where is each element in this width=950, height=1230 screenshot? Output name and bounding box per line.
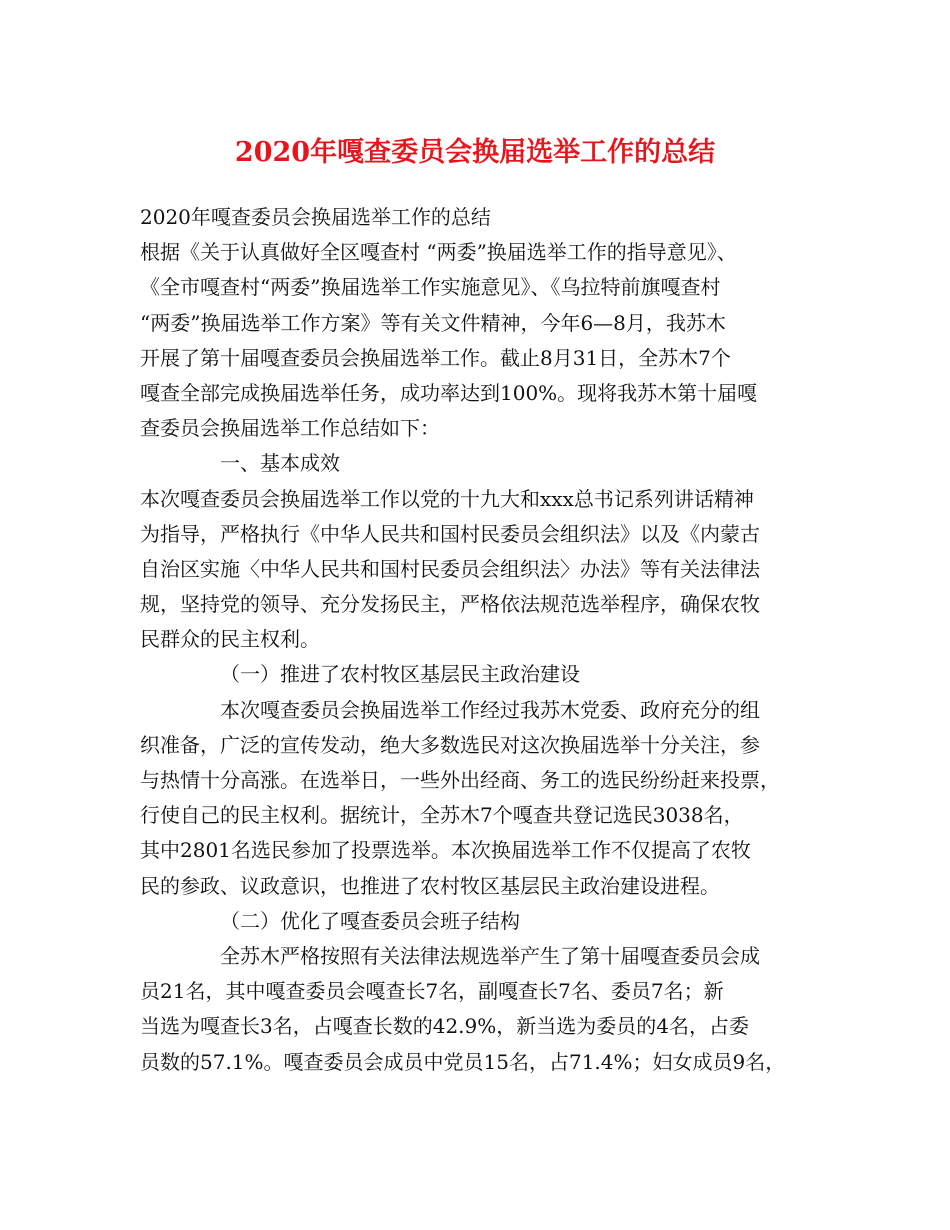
text-line: （二）优化了嘎查委员会班子结构 — [220, 908, 520, 933]
text-line: 开展了第十届嘎查委员会换届选举工作。截止8月31日，全苏木7个 — [140, 345, 731, 370]
text-line: 民的参政、议政意识，也推进了农村牧区基层民主政治建设进程。 — [140, 873, 720, 898]
document-title: 2020年嘎查委员会换届选举工作的总结 — [234, 137, 716, 168]
text-line: 民群众的民主权利。 — [140, 627, 320, 652]
text-line: 嘎查全部完成换届选举任务，成功率达到100%。现将我苏木第十届嘎 — [140, 380, 758, 405]
text-line: 自治区实施〈中华人民共和国村民委员会组织法〉办法》等有关法律法 — [140, 556, 760, 581]
text-line: 本次嘎查委员会换届选举工作经过我苏木党委、政府充分的组 — [220, 697, 760, 722]
text-line: 2020年嘎查委员会换届选举工作的总结 — [140, 205, 491, 229]
text-line: 当选为嘎查长3名，占嘎查长数的42.9%，新当选为委员的4名，占委 — [140, 1014, 749, 1039]
text-line: 一、基本成效 — [220, 451, 340, 476]
text-line: 本次嘎查委员会换届选举工作以党的十九大和xxx总书记系列讲话精神 — [140, 486, 754, 511]
text-line: 《全市嘎查村“两委”换届选举工作实施意见》、《乌拉特前旗嘎查村 — [140, 275, 721, 300]
text-line: 其中2801名选民参加了投票选举。本次换届选举工作不仅提高了农牧 — [140, 838, 751, 863]
text-line: 行使自己的民主权利。据统计，全苏木7个嘎查共登记选民3038名， — [140, 803, 744, 828]
text-line: 员数的57.1%。嘎查委员会成员中党员15名，占71.4%；妇女成员9名， — [140, 1049, 786, 1074]
text-line: 与热情十分高涨。在选举日，一些外出经商、务工的选民纷纷赶来投票， — [140, 768, 780, 792]
text-line: 根据《关于认真做好全区嘎查村 “两委”换届选举工作的指导意见》、 — [140, 240, 737, 265]
text-line: 查委员会换届选举工作总结如下： — [140, 416, 440, 441]
text-line: 员21名，其中嘎查委员会嘎查长7名，副嘎查长7名、委员7名；新 — [140, 979, 724, 1004]
text-line: “两委”换届选举工作方案》等有关文件精神，今年6—8月，我苏木 — [140, 310, 726, 335]
text-line: 规，坚持党的领导、充分发扬民主，严格依法规范选举程序，确保农牧 — [140, 592, 760, 617]
text-line: 织准备，广泛的宣传发动，绝大多数选民对这次换届选举十分关注，参 — [140, 732, 760, 757]
text-line: 为指导，严格执行《中华人民共和国村民委员会组织法》以及《内蒙古 — [140, 521, 760, 546]
text-line: （一）推进了农村牧区基层民主政治建设 — [220, 662, 580, 687]
text-line: 全苏木严格按照有关法律法规选举产生了第十届嘎查委员会成 — [220, 943, 760, 968]
document-body — [140, 200, 812, 1080]
